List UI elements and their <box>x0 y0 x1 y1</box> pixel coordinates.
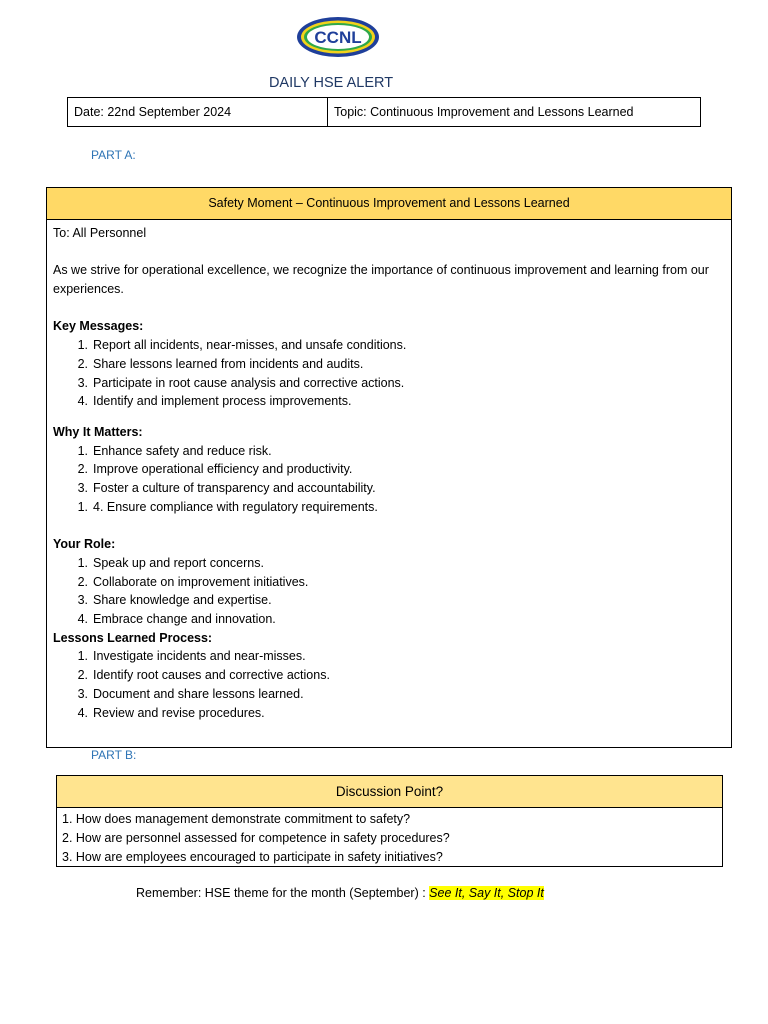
list-item: 1. Report all incidents, near-misses, and unsafe conditions. <box>77 338 407 353</box>
topic-cell: Topic: Continuous Improvement and Lessons Learned <box>334 105 634 119</box>
list-item: 1. 4. Ensure compliance with regulatory requirements. <box>77 499 378 514</box>
list-item: 3. Participate in root cause analysis and corrective actions. <box>77 375 405 390</box>
list-item: 2. Improve operational efficiency and productivity. <box>77 462 353 477</box>
key-messages-heading: Key Messages: <box>53 319 144 334</box>
list-item: 3. Share knowledge and expertise. <box>77 593 272 608</box>
safety-moment-header: Safety Moment – Continuous Improvement and Lessons Learned <box>47 188 731 220</box>
monthly-theme-reminder <box>136 886 544 900</box>
discussion-question: 1. How does management demonstrate commitment to safety? <box>62 812 411 826</box>
discussion-question: 2. How are personnel assessed for competence in safety procedures? <box>62 831 450 845</box>
your-role-list <box>53 554 725 629</box>
theme-highlight: See It, Say It, Stop It <box>429 886 544 900</box>
recipient-line: To: All Personnel <box>53 226 147 240</box>
lessons-learned-process-heading: Lessons Learned Process: <box>53 630 213 645</box>
list-item: 4. Identify and implement process improvements. <box>77 394 352 409</box>
logo-text: CCNL <box>314 28 362 47</box>
discussion-box <box>56 775 723 867</box>
list-item: 2. Identify root causes and corrective actions. <box>77 668 330 683</box>
part-a-label: PART A: <box>91 148 136 162</box>
date-cell: Date: 22nd September 2024 <box>68 98 328 126</box>
why-it-matters-list <box>53 442 725 517</box>
your-role-heading: Your Role: <box>53 537 116 552</box>
list-item: 4. Review and revise procedures. <box>77 705 265 720</box>
list-item: 3. Document and share lessons learned. <box>77 686 304 701</box>
list-item: 1. Speak up and report concerns. <box>77 555 264 570</box>
list-item: 1. Investigate incidents and near-misses. <box>77 649 306 664</box>
list-item: 4. Embrace change and innovation. <box>77 612 276 627</box>
ccnl-logo <box>295 15 381 59</box>
discussion-question: 3. How are employees encouraged to participate in safety initiatives? <box>62 850 443 864</box>
reminder-prefix: Remember: HSE theme for the month (September) : <box>136 886 430 900</box>
info-table <box>67 97 701 127</box>
list-item: 1. Enhance safety and reduce risk. <box>77 443 272 458</box>
intro-paragraph: As we strive for operational excellence, we recognize the importance of continuous improvement and learning from our experiences. <box>53 263 709 297</box>
list-item: 3. Foster a culture of transparency and accountability. <box>77 481 376 496</box>
why-it-matters-heading: Why It Matters: <box>53 425 143 439</box>
discussion-header: Discussion Point? <box>57 776 722 808</box>
list-item: 2. Collaborate on improvement initiatives. <box>77 574 309 589</box>
list-item: 2. Share lessons learned from incidents and audits. <box>77 356 364 371</box>
part-b-label: PART B: <box>91 748 137 762</box>
key-messages-list <box>53 336 725 411</box>
lessons-learned-process-list <box>53 647 725 722</box>
page-title: DAILY HSE ALERT <box>268 75 394 91</box>
safety-moment-box <box>46 187 732 748</box>
